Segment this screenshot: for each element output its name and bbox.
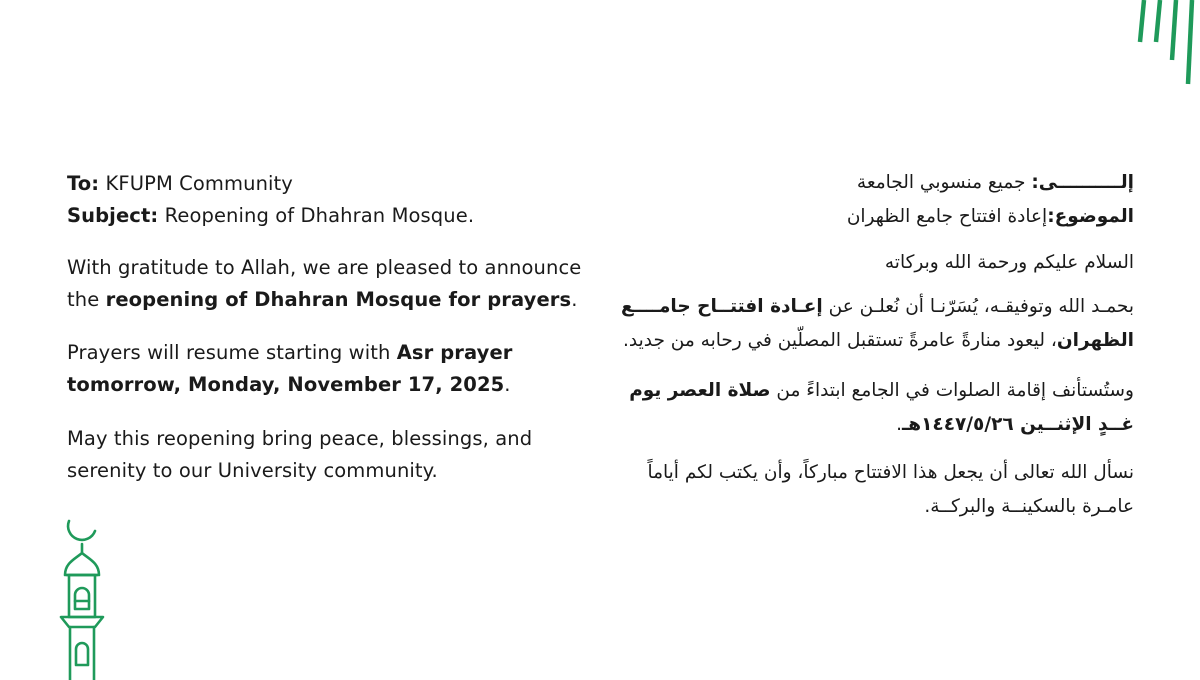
- ar-greeting: السلام عليكم ورحمة الله وبركاته: [884, 252, 1134, 273]
- ar-subject-line: [594, 200, 1134, 234]
- ar-schedule-paragraph: [594, 374, 1134, 442]
- to-value: KFUPM Community: [99, 172, 293, 195]
- ar-subject-label: الموضوع:: [1047, 206, 1134, 227]
- ar-announcement-paragraph: [594, 290, 1134, 358]
- announcement-end: .: [571, 288, 578, 311]
- announcement-paragraph: [67, 252, 587, 316]
- to-label: To:: [67, 172, 100, 195]
- minaret-crescent-icon: [55, 515, 111, 680]
- ar-announcement-end: ، ليعود منارةً عامرةً تستقبل المصلّين في رحابه من جديد.: [623, 330, 1057, 351]
- schedule-paragraph: [67, 337, 587, 401]
- announcement-highlight: reopening of Dhahran Mosque for prayers: [105, 288, 572, 311]
- english-announcement: [67, 168, 587, 487]
- ar-to-label: إلــــــــــى:: [1031, 172, 1134, 193]
- ar-closing-paragraph: نسأل الله تعالى أن يجعل هذا الافتتاح مباركاً، وأن يكتب لكم أياماً عامـرة بالسكينــة والبركــة.: [647, 462, 1134, 517]
- schedule-text: Prayers will resume starting with: [67, 341, 397, 364]
- subject-label: Subject:: [67, 204, 159, 227]
- subject-line: [67, 200, 587, 232]
- ar-announcement-text: بحمـد الله وتوفيقـه، يُسَرّنـا أن نُعلـن عن: [822, 296, 1134, 317]
- schedule-highlight: Asr prayer tomorrow, Monday, November 17, 2025: [67, 341, 513, 396]
- to-line: [67, 168, 587, 200]
- announcement-text: With gratitude to Allah, we are pleased to announce the: [67, 256, 582, 311]
- ar-schedule-end: .: [896, 414, 902, 435]
- ar-schedule-text: وستُستأنف إقامة الصلوات في الجامع ابتداءً من: [770, 380, 1134, 401]
- subject-value: Reopening of Dhahran Mosque.: [158, 204, 475, 227]
- ar-schedule-highlight: صلاة العصر يوم غــدٍ الإثنــين ١٤٤٧/٥/٢٦هـ: [629, 380, 1134, 435]
- ar-subject-value: إعادة افتتاح جامع الظهران: [846, 206, 1048, 227]
- arabic-announcement: [594, 166, 1134, 524]
- ar-to-line: [594, 166, 1134, 200]
- ar-to-value: جميع منسوبي الجامعة: [856, 172, 1032, 193]
- schedule-end: .: [504, 373, 511, 396]
- green-stripes-graphic: [1110, 0, 1200, 90]
- ar-announcement-highlight: إعـادة افتتــاح جامــــع الظهران: [621, 296, 1134, 351]
- closing-paragraph: May this reopening bring peace, blessings, and serenity to our University community.: [67, 427, 533, 482]
